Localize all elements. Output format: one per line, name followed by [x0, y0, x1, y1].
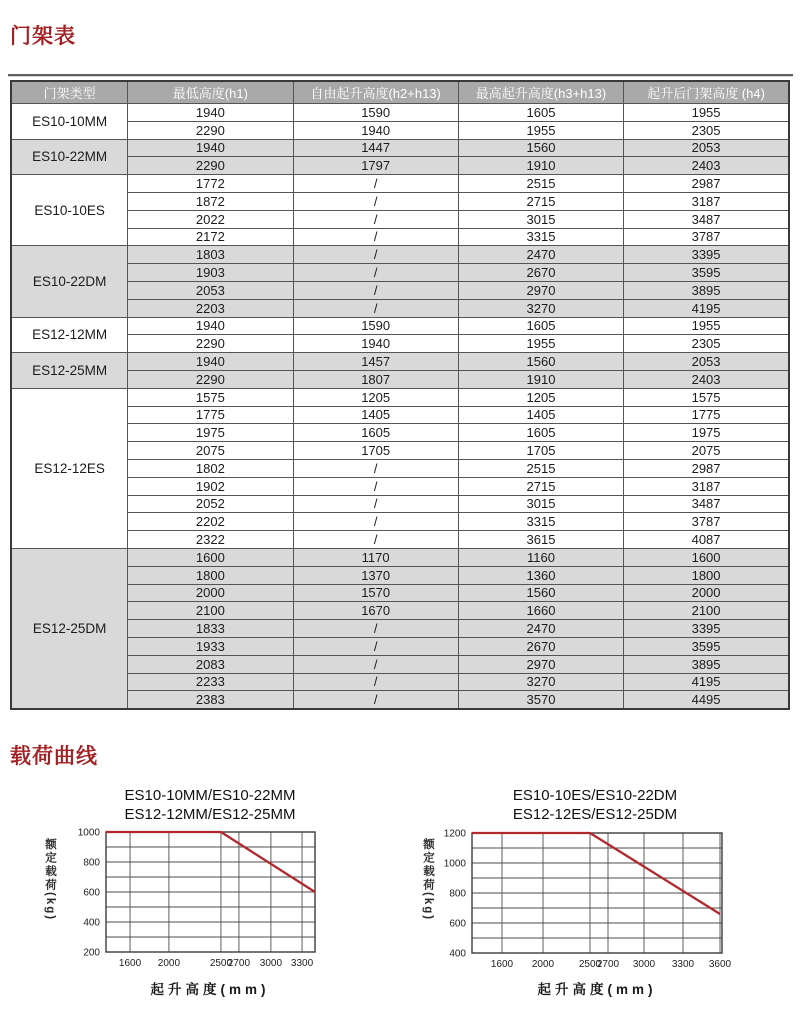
- mast-table-body: [11, 104, 789, 710]
- y-axis-label-left: 额定载荷(kg): [44, 838, 56, 922]
- table-cell: /: [293, 192, 458, 210]
- table-cell: 2100: [128, 602, 293, 620]
- table-cell: /: [293, 210, 458, 228]
- y-tick-label: 1000: [77, 827, 100, 839]
- mast-type-cell: ES10-10ES: [11, 175, 128, 246]
- table-cell: 1955: [458, 121, 623, 139]
- table-cell: 3570: [458, 691, 623, 709]
- x-tick-label: 3300: [671, 959, 695, 970]
- table-cell: 1205: [458, 388, 623, 406]
- table-cell: 1802: [128, 459, 293, 477]
- table-cell: 3487: [624, 210, 789, 228]
- y-tick-label: 1000: [443, 858, 466, 870]
- table-cell: 2075: [624, 442, 789, 460]
- table-cell: 1457: [293, 353, 458, 371]
- table-row: [11, 691, 789, 709]
- table-cell: 1160: [458, 548, 623, 566]
- table-cell: 2075: [128, 442, 293, 460]
- x-tick-label: 2000: [157, 958, 181, 969]
- table-cell: 2100: [624, 602, 789, 620]
- mast-type-cell: ES12-12ES: [11, 388, 128, 548]
- table-cell: 3315: [458, 228, 623, 246]
- table-cell: 2970: [458, 281, 623, 299]
- table-cell: /: [293, 495, 458, 513]
- table-cell: 1975: [128, 424, 293, 442]
- table-cell: 2670: [458, 264, 623, 282]
- grid-layer: [106, 832, 315, 952]
- table-row: [11, 459, 789, 477]
- table-cell: 2305: [624, 335, 789, 353]
- table-cell: 1560: [458, 584, 623, 602]
- table-cell: 1205: [293, 388, 458, 406]
- x-tick-label: 2500: [578, 959, 602, 970]
- table-cell: 4495: [624, 691, 789, 709]
- table-row: [11, 157, 789, 175]
- table-row: [11, 299, 789, 317]
- table-cell: 2322: [128, 531, 293, 549]
- table-cell: 1360: [458, 566, 623, 584]
- table-cell: 1560: [458, 353, 623, 371]
- table-cell: 1940: [293, 335, 458, 353]
- load-chart-left: [30, 820, 370, 975]
- mast-table: [10, 80, 790, 710]
- table-cell: /: [293, 477, 458, 495]
- table-cell: 1660: [458, 602, 623, 620]
- table-cell: 2053: [624, 353, 789, 371]
- table-cell: 1575: [624, 388, 789, 406]
- table-cell: 1807: [293, 370, 458, 388]
- table-cell: /: [293, 459, 458, 477]
- table-cell: 2515: [458, 175, 623, 193]
- table-cell: 3395: [624, 246, 789, 264]
- table-cell: 1833: [128, 620, 293, 638]
- table-cell: 2290: [128, 335, 293, 353]
- table-cell: 2470: [458, 620, 623, 638]
- table-cell: 3787: [624, 513, 789, 531]
- table-cell: 2290: [128, 121, 293, 139]
- table-cell: 2202: [128, 513, 293, 531]
- header-row: [11, 81, 789, 104]
- table-cell: 1902: [128, 477, 293, 495]
- mast-type-cell: ES10-10MM: [11, 104, 128, 140]
- x-tick-label: 1600: [118, 958, 142, 969]
- table-cell: 2403: [624, 370, 789, 388]
- table-cell: 3315: [458, 513, 623, 531]
- y-tick-label: 400: [449, 948, 466, 960]
- table-cell: 1170: [293, 548, 458, 566]
- table-cell: 4195: [624, 299, 789, 317]
- x-tick-label: 1600: [490, 959, 514, 970]
- table-row: [11, 655, 789, 673]
- table-cell: 2970: [458, 655, 623, 673]
- mast-type-cell: ES12-25DM: [11, 548, 128, 709]
- y-tick-label: 600: [83, 887, 100, 899]
- table-cell: 1803: [128, 246, 293, 264]
- table-row: [11, 264, 789, 282]
- load-chart-right: [410, 820, 750, 975]
- y-tick-label: 400: [83, 917, 100, 929]
- table-cell: 3487: [624, 495, 789, 513]
- x-tick-label: 3000: [259, 958, 283, 969]
- table-cell: 3015: [458, 495, 623, 513]
- table-cell: 2383: [128, 691, 293, 709]
- mast-type-cell: ES12-25MM: [11, 353, 128, 389]
- table-row: [11, 442, 789, 460]
- table-cell: 1705: [458, 442, 623, 460]
- table-cell: 1447: [293, 139, 458, 157]
- table-cell: 1775: [128, 406, 293, 424]
- table-cell: 2000: [128, 584, 293, 602]
- table-row: [11, 477, 789, 495]
- chart-title-right: [445, 786, 745, 824]
- table-cell: 2053: [128, 281, 293, 299]
- chart-title-left: [60, 786, 360, 824]
- table-row: [11, 602, 789, 620]
- table-cell: /: [293, 637, 458, 655]
- table-cell: 2305: [624, 121, 789, 139]
- table-cell: /: [293, 620, 458, 638]
- table-cell: 2987: [624, 459, 789, 477]
- table-row: [11, 637, 789, 655]
- table-cell: /: [293, 264, 458, 282]
- table-cell: 2053: [624, 139, 789, 157]
- table-cell: 2203: [128, 299, 293, 317]
- table-row: [11, 104, 789, 122]
- table-cell: 3595: [624, 637, 789, 655]
- mast-table-section-title: 门架表: [10, 25, 76, 48]
- table-row: [11, 228, 789, 246]
- table-cell: 2715: [458, 477, 623, 495]
- table-cell: 1605: [293, 424, 458, 442]
- table-cell: 2715: [458, 192, 623, 210]
- table-cell: 1370: [293, 566, 458, 584]
- table-cell: 1705: [293, 442, 458, 460]
- table-row: [11, 388, 789, 406]
- column-header-free-lift: 自由起升高度(h2+h13): [293, 81, 458, 104]
- table-cell: 1605: [458, 424, 623, 442]
- x-tick-label: 2700: [596, 959, 620, 970]
- table-cell: 1605: [458, 317, 623, 335]
- table-cell: 2022: [128, 210, 293, 228]
- table-cell: 2670: [458, 637, 623, 655]
- x-tick-label: 2000: [531, 959, 555, 970]
- table-cell: /: [293, 299, 458, 317]
- load-curves-section-title: 载荷曲线: [10, 745, 98, 768]
- table-cell: 3615: [458, 531, 623, 549]
- table-cell: 3015: [458, 210, 623, 228]
- table-row: [11, 548, 789, 566]
- table-cell: 1940: [128, 353, 293, 371]
- table-cell: 2083: [128, 655, 293, 673]
- table-cell: /: [293, 531, 458, 549]
- table-row: [11, 566, 789, 584]
- table-row: [11, 175, 789, 193]
- table-cell: 1405: [293, 406, 458, 424]
- x-tick-label: 3000: [632, 959, 656, 970]
- table-cell: 1910: [458, 370, 623, 388]
- table-cell: 3270: [458, 673, 623, 691]
- mast-type-cell: ES10-22DM: [11, 246, 128, 317]
- table-cell: 3270: [458, 299, 623, 317]
- column-header-extended-height: 起升后门架高度 (h4): [624, 81, 789, 104]
- chart-title-line: ES12-12MM/ES12-25MM: [124, 806, 296, 823]
- y-tick-label: 800: [83, 857, 100, 869]
- y-tick-label: 200: [83, 947, 100, 959]
- table-cell: 2052: [128, 495, 293, 513]
- table-cell: 1772: [128, 175, 293, 193]
- column-header-mast-type: 门架类型: [11, 81, 128, 104]
- x-tick-label: 3300: [290, 958, 314, 969]
- table-cell: 1940: [128, 317, 293, 335]
- x-tick-label: 3600: [708, 959, 732, 970]
- table-row: [11, 513, 789, 531]
- table-cell: 2290: [128, 370, 293, 388]
- table-cell: /: [293, 673, 458, 691]
- table-row: [11, 246, 789, 264]
- table-cell: 3895: [624, 281, 789, 299]
- x-tick-label: 2700: [227, 958, 251, 969]
- table-row: [11, 673, 789, 691]
- chart-title-line: ES10-10MM/ES10-22MM: [124, 787, 296, 804]
- mast-type-cell: ES12-12MM: [11, 317, 128, 353]
- table-row: [11, 495, 789, 513]
- table-cell: 1560: [458, 139, 623, 157]
- table-cell: 2515: [458, 459, 623, 477]
- table-cell: 1940: [293, 121, 458, 139]
- table-cell: 1975: [624, 424, 789, 442]
- table-row: [11, 424, 789, 442]
- table-cell: 4087: [624, 531, 789, 549]
- table-cell: 3895: [624, 655, 789, 673]
- table-cell: 3595: [624, 264, 789, 282]
- table-row: [11, 620, 789, 638]
- table-cell: 2470: [458, 246, 623, 264]
- table-cell: 1775: [624, 406, 789, 424]
- table-cell: /: [293, 655, 458, 673]
- table-row: [11, 353, 789, 371]
- x-axis-label-left: 起升高度(mm): [150, 982, 270, 997]
- divider: [8, 74, 793, 77]
- table-cell: 1600: [624, 548, 789, 566]
- table-cell: 1800: [128, 566, 293, 584]
- table-row: [11, 139, 789, 157]
- table-row: [11, 281, 789, 299]
- column-header-max-lift: 最高起升高度(h3+h13): [458, 81, 623, 104]
- table-cell: 1955: [624, 317, 789, 335]
- table-row: [11, 121, 789, 139]
- table-cell: 1940: [128, 104, 293, 122]
- table-cell: 2000: [624, 584, 789, 602]
- table-cell: 1800: [624, 566, 789, 584]
- table-row: [11, 317, 789, 335]
- table-cell: 2403: [624, 157, 789, 175]
- mast-type-cell: ES10-22MM: [11, 139, 128, 175]
- x-tick-label: 2500: [209, 958, 233, 969]
- column-header-min-height: 最低高度(h1): [128, 81, 293, 104]
- table-row: [11, 370, 789, 388]
- x-axis-label-right: 起升高度(mm): [537, 982, 657, 997]
- table-cell: 1605: [458, 104, 623, 122]
- table-cell: 2233: [128, 673, 293, 691]
- table-cell: /: [293, 228, 458, 246]
- table-cell: /: [293, 175, 458, 193]
- table-cell: 2987: [624, 175, 789, 193]
- table-cell: 1955: [624, 104, 789, 122]
- table-cell: 1590: [293, 104, 458, 122]
- table-row: [11, 335, 789, 353]
- y-axis-label-right: 额定载荷(kg): [422, 838, 434, 922]
- table-row: [11, 192, 789, 210]
- y-tick-label: 800: [449, 888, 466, 900]
- mast-table-header: [11, 81, 789, 104]
- table-cell: 1570: [293, 584, 458, 602]
- table-cell: 1575: [128, 388, 293, 406]
- table-cell: 1910: [458, 157, 623, 175]
- table-cell: 1955: [458, 335, 623, 353]
- table-cell: 1600: [128, 548, 293, 566]
- chart-title-line: ES10-10ES/ES10-22DM: [512, 787, 678, 804]
- table-row: [11, 584, 789, 602]
- table-cell: 1933: [128, 637, 293, 655]
- table-cell: 2172: [128, 228, 293, 246]
- table-row: [11, 531, 789, 549]
- table-cell: /: [293, 281, 458, 299]
- table-cell: /: [293, 513, 458, 531]
- table-cell: 1903: [128, 264, 293, 282]
- table-cell: 3187: [624, 192, 789, 210]
- table-cell: 1872: [128, 192, 293, 210]
- chart-title-line: ES12-12ES/ES12-25DM: [512, 806, 678, 823]
- table-cell: 3187: [624, 477, 789, 495]
- table-cell: 1940: [128, 139, 293, 157]
- table-cell: 3395: [624, 620, 789, 638]
- table-cell: /: [293, 691, 458, 709]
- table-row: [11, 210, 789, 228]
- table-cell: 3787: [624, 228, 789, 246]
- table-cell: /: [293, 246, 458, 264]
- table-cell: 2290: [128, 157, 293, 175]
- table-cell: 1670: [293, 602, 458, 620]
- table-cell: 4195: [624, 673, 789, 691]
- table-cell: 1797: [293, 157, 458, 175]
- y-tick-label: 600: [449, 918, 466, 930]
- table-cell: 1590: [293, 317, 458, 335]
- y-tick-label: 1200: [443, 828, 466, 840]
- table-row: [11, 406, 789, 424]
- table-cell: 1405: [458, 406, 623, 424]
